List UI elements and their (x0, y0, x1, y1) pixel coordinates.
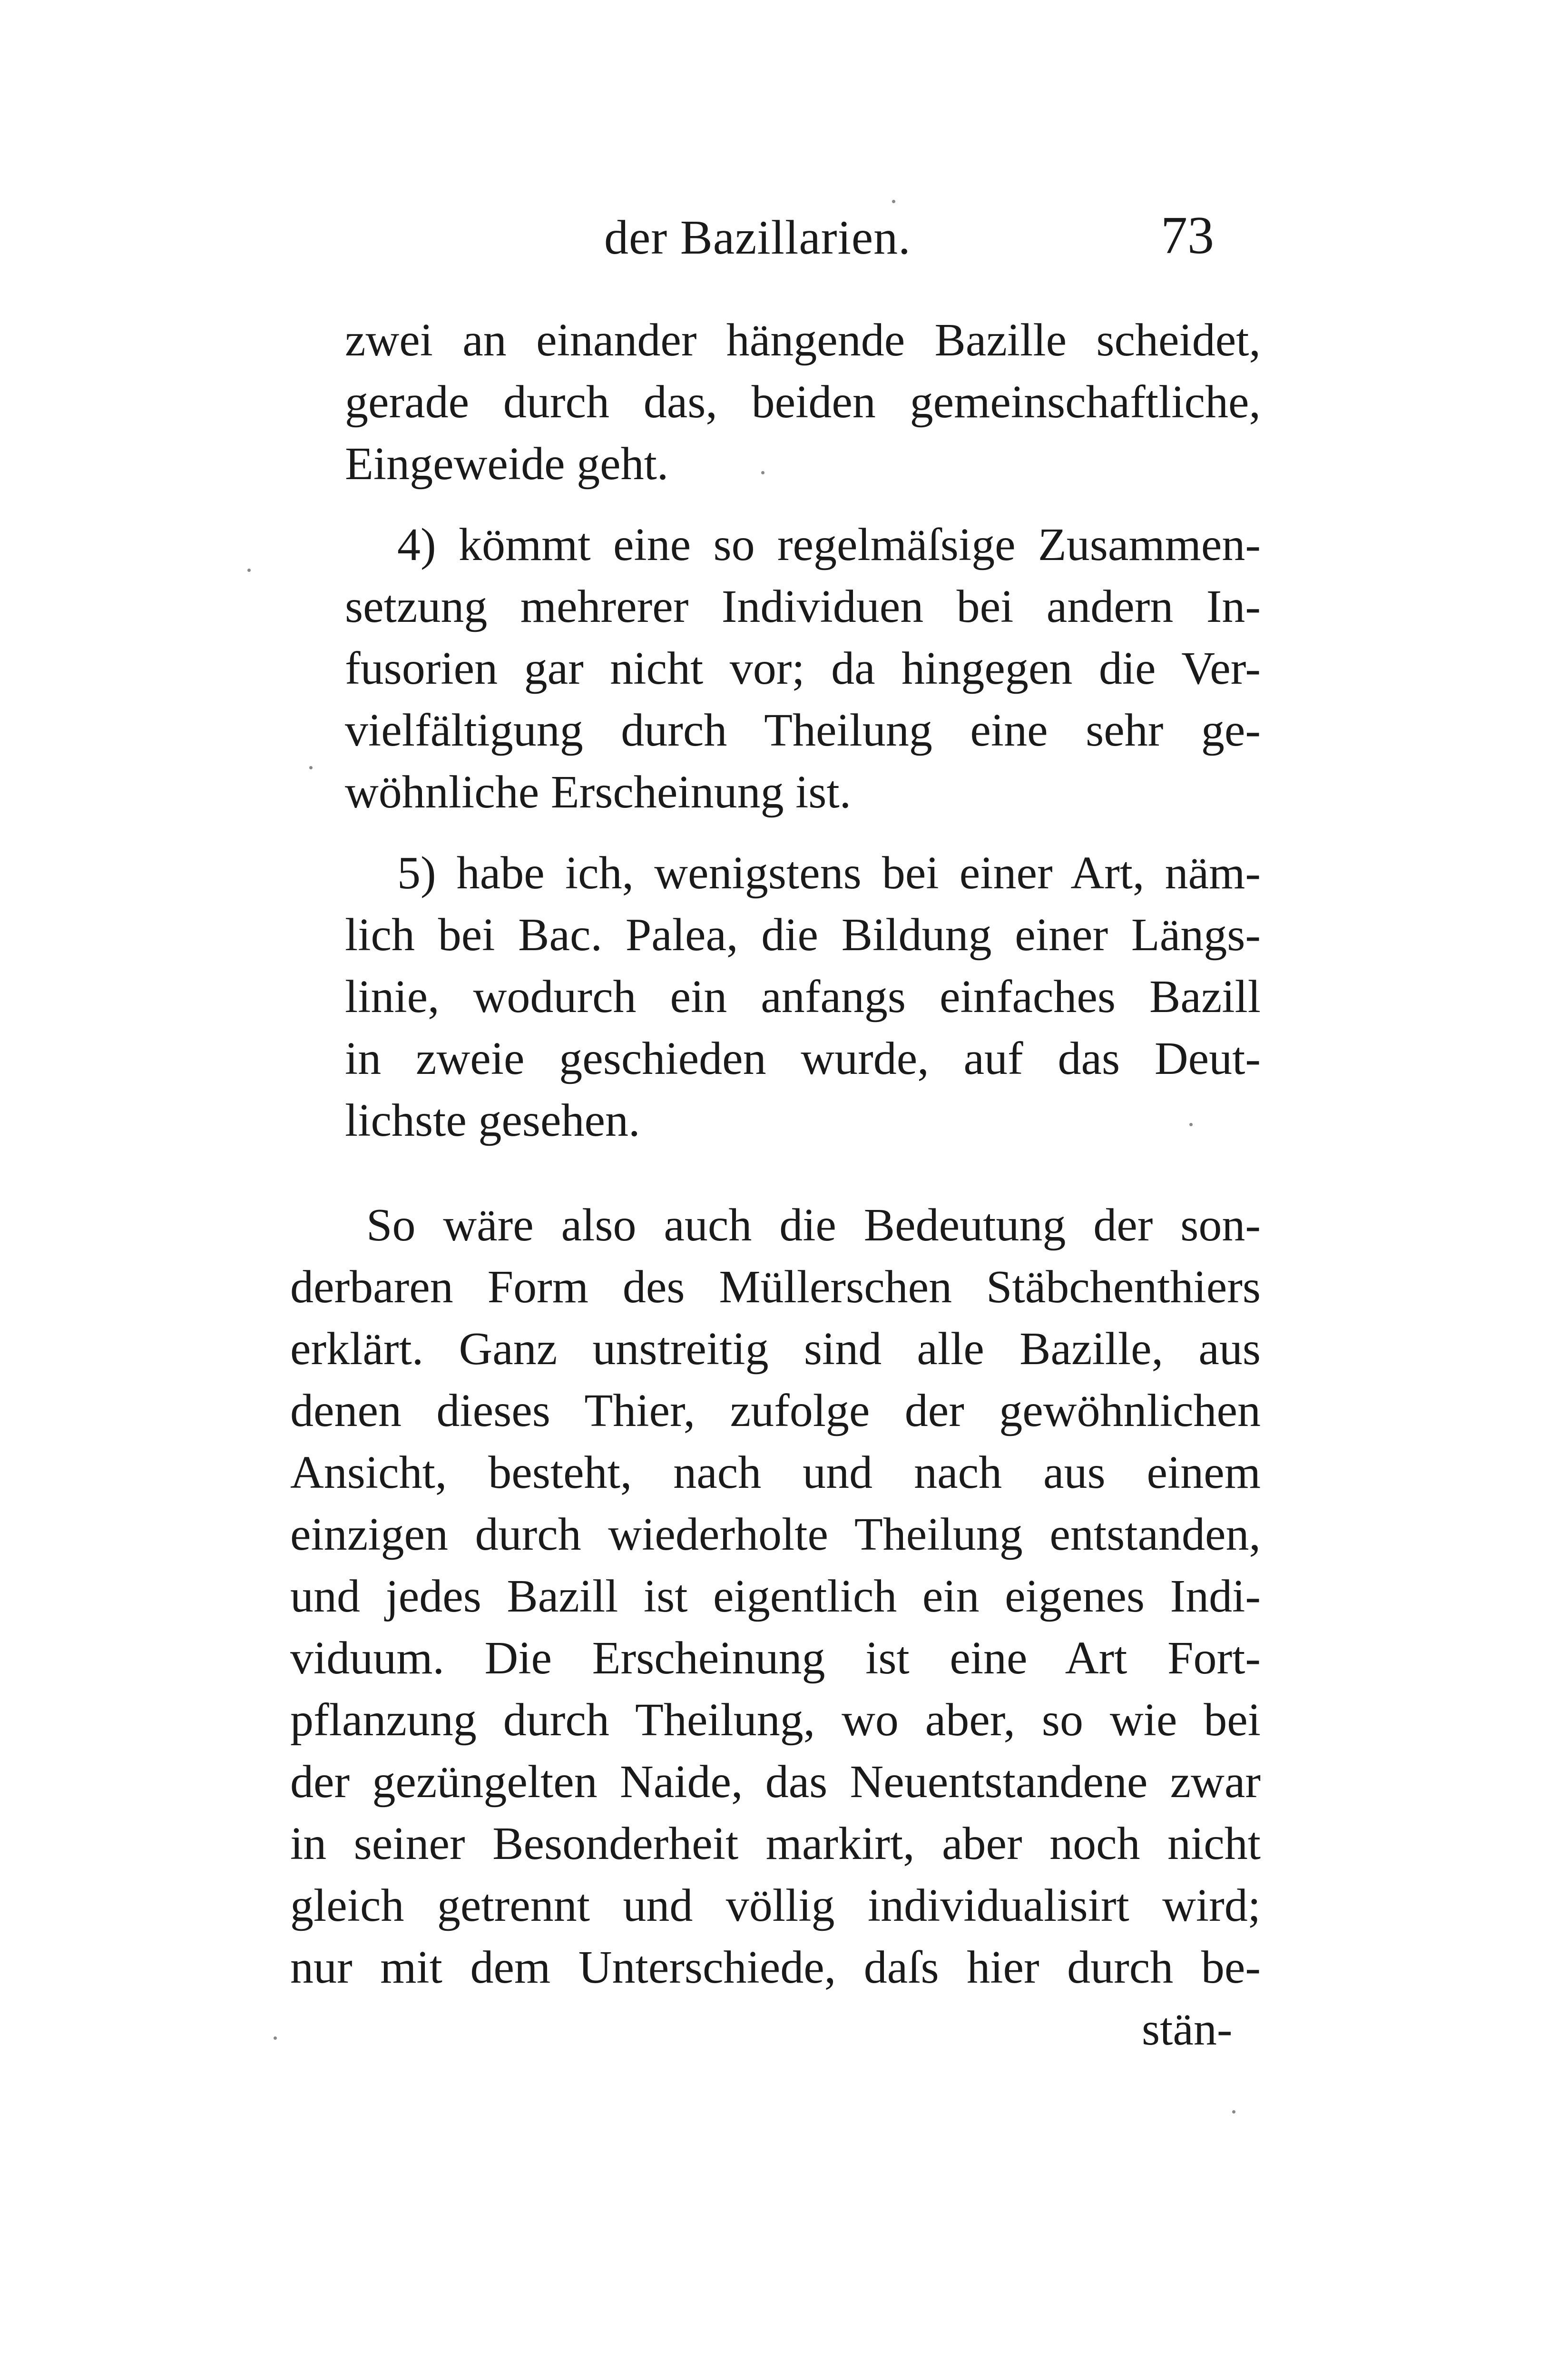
text-line: Ansicht, besteht, nach und nach aus einem (290, 1447, 1261, 1498)
text-line: setzung mehrerer Individuen bei andern In- (345, 581, 1261, 632)
paper-speck (247, 569, 251, 572)
text-line: in zweie geschieden wurde, auf das Deut- (345, 1033, 1261, 1084)
text-line: einzigen durch wiederholte Theilung entstanden, (290, 1509, 1261, 1560)
text-line: viduum. Die Erscheinung ist eine Art Fort- (290, 1632, 1261, 1684)
paper-speck (309, 766, 313, 769)
text-line: erklärt. Ganz unstreitig sind alle Bazille, aus (290, 1323, 1261, 1375)
paper-speck (892, 200, 895, 203)
text-line: der gezüngelten Naide, das Neuentstandene zwar (290, 1756, 1261, 1808)
text-line: lich bei Bac. Palea, die Bildung einer Längs- (345, 909, 1261, 961)
running-title: der Bazillarien. (604, 211, 911, 265)
text-line: vielfältigung durch Theilung eine sehr ge- (345, 705, 1261, 756)
text-line: zwei an einander hängende Bazille scheidet, (345, 315, 1261, 366)
text-line: in seiner Besonderheit markirt, aber noch nicht (290, 1818, 1261, 1869)
text-line: denen dieses Thier, zufolge der gewöhnlichen (290, 1385, 1261, 1436)
page-number: 73 (1161, 206, 1214, 265)
text-line: gerade durch das, beiden gemeinschaftliche, (345, 376, 1261, 428)
text-line: So wäre also auch die Bedeutung der son- (366, 1199, 1261, 1251)
text-line: linie, wodurch ein anfangs einfaches Bazill (345, 971, 1261, 1022)
paper-speck (274, 2036, 277, 2040)
text-line: wöhnliche Erscheinung ist. (345, 767, 852, 818)
catchword: stän- (1142, 2004, 1233, 2055)
text-line: Eingeweide geht. (345, 438, 669, 490)
text-line: derbaren Form des Müllerschen Stäbchenthiers (290, 1261, 1261, 1313)
paper-speck (1232, 2110, 1235, 2114)
paper-speck (761, 471, 764, 474)
text-line: nur mit dem Unterschiede, daſs hier durch be- (290, 1942, 1261, 1993)
text-line: lichste gesehen. (345, 1095, 640, 1146)
text-line: gleich getrennt und völlig individualisirt wird; (290, 1880, 1261, 1931)
text-line: 4) kömmt eine so regelmäſsige Zusammen- (397, 519, 1261, 570)
text-line: 5) habe ich, wenigstens bei einer Art, näm- (397, 847, 1261, 899)
paper-speck (1189, 1123, 1193, 1126)
text-line: fusorien gar nicht vor; da hingegen die Ver- (345, 643, 1261, 694)
text-line: pflanzung durch Theilung, wo aber, so wie bei (290, 1694, 1261, 1746)
text-line: und jedes Bazill ist eigentlich ein eigenes Indi- (290, 1571, 1261, 1622)
